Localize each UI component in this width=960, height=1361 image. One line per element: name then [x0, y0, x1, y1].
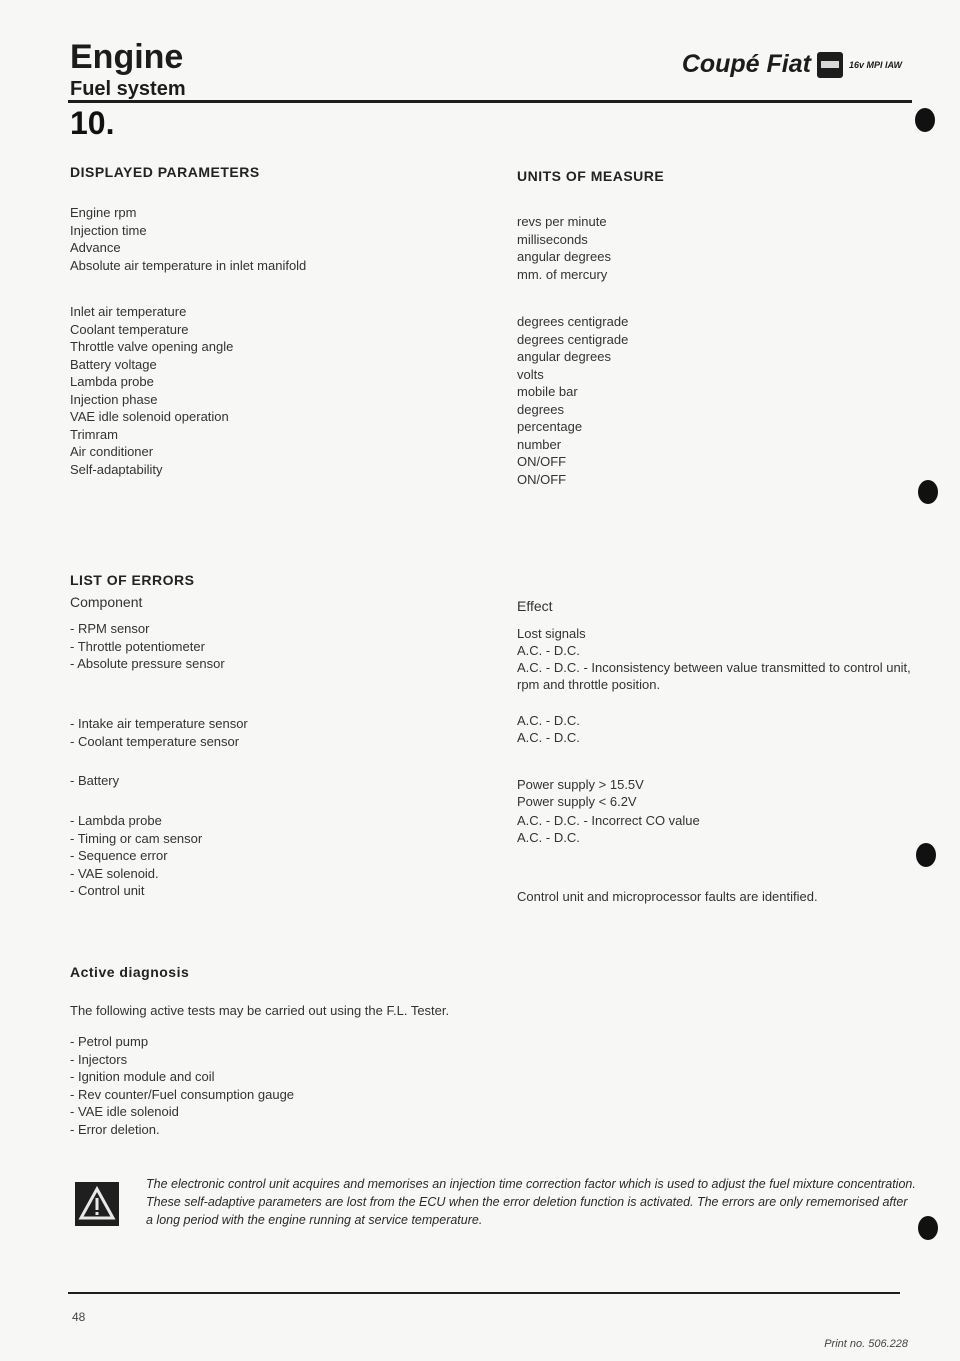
effects-list-2: [517, 712, 580, 746]
list-item: Trimram: [70, 426, 118, 442]
list-item: VAE idle solenoid operation: [70, 409, 229, 424]
list-item: milliseconds: [517, 231, 588, 247]
page-subtitle: Fuel system: [70, 78, 186, 100]
list-item: degrees: [517, 401, 564, 417]
list-item: - Sequence error: [70, 847, 202, 865]
list-item: Self-adaptability: [70, 461, 163, 477]
list-item: Injection phase: [70, 391, 158, 407]
effect-item: Power supply > 15.5V: [517, 777, 644, 792]
section-number: 10.: [70, 105, 115, 141]
list-item: - Error deletion.: [70, 1121, 294, 1139]
active-diagnosis-heading: Active diagnosis: [70, 964, 190, 980]
list-item: ON/OFF: [517, 471, 567, 487]
list-item: - Absolute pressure sensor: [70, 655, 225, 673]
list-item: - Intake air temperature sensor: [70, 715, 248, 733]
list-item: Inlet air temperature: [70, 304, 187, 319]
binding-hole-icon: [916, 843, 936, 867]
effects-list-1: [517, 625, 912, 693]
list-item: - Injectors: [70, 1051, 294, 1069]
list-item: - Timing or cam sensor: [70, 830, 202, 848]
effects-list-3: [517, 776, 644, 810]
header-rule: [68, 100, 912, 103]
list-item: Absolute air temperature in inlet manifold: [70, 257, 307, 273]
footer-rule: [68, 1292, 900, 1294]
list-item: - Coolant temperature sensor: [70, 733, 248, 751]
list-item: - Throttle potentiometer: [70, 638, 225, 656]
effects-list-4: [517, 812, 700, 846]
page-number: 48: [72, 1310, 86, 1324]
warning-icon: [75, 1182, 119, 1226]
binding-hole-icon: [915, 108, 935, 132]
effect-item: A.C. - D.C.: [517, 713, 580, 728]
component-label: Component: [70, 594, 143, 610]
effect-item: A.C. - D.C. - Incorrect CO value: [517, 813, 700, 828]
parameters-list-1: [70, 204, 306, 274]
list-item: Injection time: [70, 222, 147, 238]
binding-hole-icon: [918, 1216, 938, 1240]
effect-item: A.C. - D.C.: [517, 830, 580, 845]
units-list-2: [517, 313, 628, 488]
list-item: number: [517, 436, 562, 452]
components-list-4: [70, 812, 202, 900]
list-item: degrees centigrade: [517, 331, 629, 347]
fiat-logo-icon: [817, 52, 843, 78]
list-item: degrees centigrade: [517, 314, 629, 329]
list-item: - Rev counter/Fuel consumption gauge: [70, 1086, 294, 1104]
effect-item: Lost signals: [517, 626, 586, 641]
effect-item: A.C. - D.C.: [517, 730, 580, 745]
list-item: Battery voltage: [70, 356, 157, 372]
units-list-1: [517, 213, 611, 283]
brand-name: Coupé Fiat: [681, 50, 811, 78]
list-item: - Battery: [70, 772, 119, 790]
page-title: Engine: [70, 38, 184, 76]
effect-item: Control unit and microprocessor faults are identified.: [517, 889, 818, 904]
list-item: mm. of mercury: [517, 266, 608, 282]
components-list-2: [70, 715, 248, 750]
list-item: Advance: [70, 240, 121, 255]
list-item: Throttle valve opening angle: [70, 339, 234, 354]
list-item: - Ignition module and coil: [70, 1068, 294, 1086]
list-item: angular degrees: [517, 349, 611, 364]
effect-item: A.C. - D.C.: [517, 643, 580, 658]
list-item: volts: [517, 366, 544, 382]
components-list-1: [70, 620, 225, 673]
components-list-3: [70, 772, 119, 790]
list-item: Air conditioner: [70, 444, 154, 459]
list-item: angular degrees: [517, 249, 611, 264]
list-item: percentage: [517, 419, 583, 434]
list-item: - VAE idle solenoid: [70, 1103, 294, 1121]
effect-item: Power supply < 6.2V: [517, 794, 637, 809]
list-item: ON/OFF: [517, 454, 567, 469]
active-diagnosis-intro: The following active tests may be carried out using the F.L. Tester.: [70, 1003, 450, 1018]
parameters-list-2: [70, 303, 233, 478]
list-item: - VAE solenoid.: [70, 865, 202, 883]
units-heading: UNITS OF MEASURE: [517, 168, 665, 184]
effect-label: Effect: [517, 598, 553, 614]
list-item: Engine rpm: [70, 205, 137, 220]
list-item: revs per minute: [517, 214, 607, 229]
list-item: mobile bar: [517, 384, 578, 399]
brand-subtitle: 16v MPI IAW: [848, 59, 902, 70]
errors-heading: LIST OF ERRORS: [70, 572, 195, 588]
list-item: - RPM sensor: [70, 620, 225, 638]
binding-hole-icon: [918, 480, 938, 504]
print-reference: Print no. 506.228: [824, 1338, 908, 1350]
list-item: - Petrol pump: [70, 1033, 294, 1051]
list-item: - Lambda probe: [70, 812, 202, 830]
warning-note: The electronic control unit acquires and memorises an injection time correction factor which is used to adjust the fuel mixture concentration. These self-adaptive parameters are lost from the ECU when the error deletion function is activated. The errors are only rememorised after a long period with the engine running at service temperature.: [146, 1177, 916, 1227]
list-item: - Control unit: [70, 882, 202, 900]
active-tests-list: [70, 1033, 294, 1138]
effect-item: A.C. - D.C. - Inconsistency between value transmitted to control unit, rpm and throttle position.: [517, 660, 911, 692]
displayed-parameters-heading: DISPLAYED PARAMETERS: [70, 164, 260, 180]
list-item: Coolant temperature: [70, 321, 189, 337]
list-item: Lambda probe: [70, 374, 154, 389]
brand-block: [682, 50, 902, 79]
